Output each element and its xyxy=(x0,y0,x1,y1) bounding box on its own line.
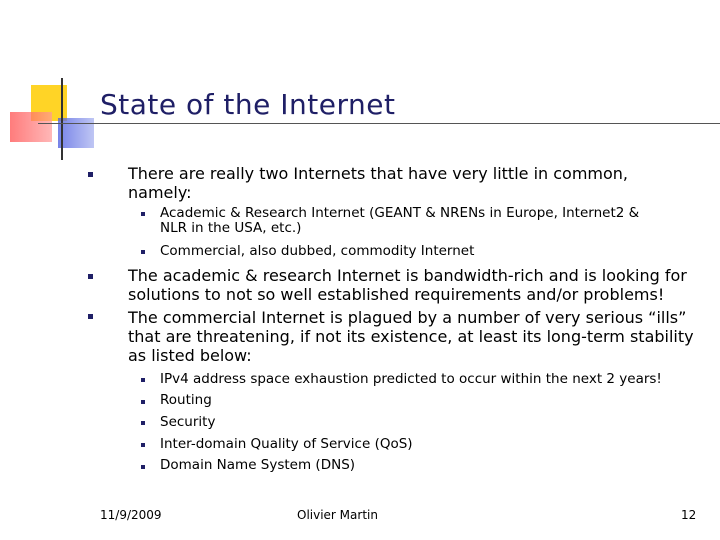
footer-page-number: 12 xyxy=(681,508,697,522)
sub-bullet-marker xyxy=(141,443,145,447)
bullet-marker xyxy=(88,314,93,319)
bullet-2-line-1: The academic & research Internet is bandwidth-rich and is looking for xyxy=(128,266,687,285)
sub-bullet-3-5: Domain Name System (DNS) xyxy=(160,457,356,473)
bullet-3-line-1: The commercial Internet is plagued by a number of very serious “ills” xyxy=(128,308,687,327)
footer-author: Olivier Martin xyxy=(297,508,378,522)
bullet-marker xyxy=(88,172,93,177)
sub-bullet-1-1-line-2: NLR in the USA, etc.) xyxy=(160,220,302,236)
sub-bullet-1-2-line-1: Commercial, also dubbed, commodity Internet xyxy=(160,243,475,259)
footer-date: 11/9/2009 xyxy=(100,508,162,522)
bullet-1-line-2: namely: xyxy=(128,183,192,202)
sub-bullet-marker xyxy=(141,378,145,382)
sub-bullet-3-4: Inter-domain Quality of Service (QoS) xyxy=(160,436,413,452)
sub-bullet-marker xyxy=(141,400,145,404)
sub-bullet-1-1-line-1: Academic & Research Internet (GEANT & NRENs in Europe, Internet2 & xyxy=(160,205,640,221)
bullet-marker xyxy=(88,274,93,279)
slide-title: State of the Internet xyxy=(100,88,396,121)
sub-bullet-marker xyxy=(141,421,145,425)
bullet-1-line-1: There are really two Internets that have very little in common, xyxy=(128,164,629,183)
sub-bullet-3-3: Security xyxy=(160,414,216,430)
bullet-3-line-3: as listed below: xyxy=(128,346,252,365)
sub-bullet-3-1: IPv4 address space exhaustion predicted to occur within the next 2 years! xyxy=(160,371,662,387)
sub-bullet-3-2: Routing xyxy=(160,392,212,408)
decor-red-square xyxy=(10,112,52,142)
sub-bullet-marker xyxy=(141,465,145,469)
decor-vertical-line xyxy=(61,78,63,160)
sub-bullet-marker xyxy=(141,212,145,216)
sub-bullet-marker xyxy=(141,250,145,254)
bullet-3-line-2: that are threatening, if not its existence, at least its long-term stability xyxy=(128,327,694,346)
bullet-2-line-2: solutions to not so well established requirements and/or problems! xyxy=(128,285,665,304)
title-underline xyxy=(38,123,720,124)
